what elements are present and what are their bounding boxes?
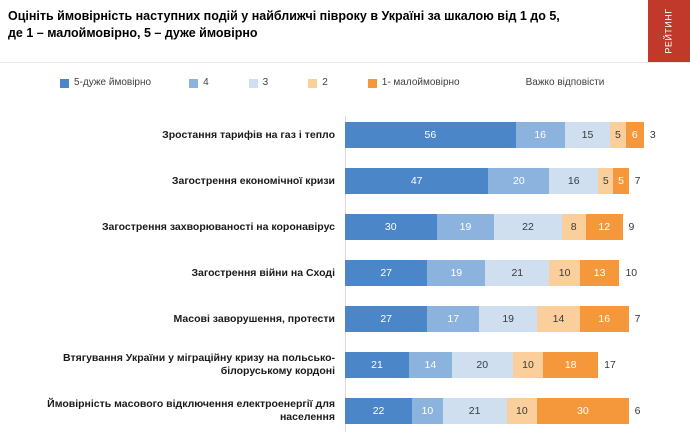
bar-segment[interactable]: 15 <box>565 122 611 148</box>
title-divider <box>0 62 690 63</box>
row-label <box>0 267 345 280</box>
bar-segment[interactable]: 19 <box>427 260 485 286</box>
bar-segment[interactable]: 22 <box>345 398 412 424</box>
bar-tail-value: 9 <box>628 221 635 233</box>
legend-swatch-icon <box>368 79 377 88</box>
row-label-line: Ймовірність масового відключення електроенергії для <box>47 398 335 410</box>
bar-segment[interactable]: 47 <box>345 168 488 194</box>
stacked-bar[interactable] <box>345 306 629 332</box>
chart-row <box>0 296 690 342</box>
legend-label: 1- малоймовірно <box>381 77 460 88</box>
legend-item[interactable] <box>249 78 269 88</box>
legend-item[interactable] <box>308 78 328 88</box>
legend-item[interactable] <box>512 78 605 88</box>
legend-item[interactable] <box>368 78 460 88</box>
bar-tail-value: 3 <box>649 129 656 141</box>
row-label-line: Загострення війни на Сході <box>191 266 335 279</box>
row-label <box>0 175 345 188</box>
page-title-line-1: Оцініть ймовірність наступних подій у найближчі півроку в Україні за шкалою від 1 до 5, <box>8 9 560 23</box>
chart-area <box>0 112 690 437</box>
row-label <box>0 398 345 424</box>
bar-segment[interactable]: 8 <box>562 214 586 240</box>
bar-segment[interactable]: 10 <box>513 352 544 378</box>
bar-tail-value: 17 <box>604 359 616 371</box>
bar-segment[interactable]: 21 <box>345 352 409 378</box>
stacked-bar[interactable] <box>345 398 629 424</box>
chart-row <box>0 204 690 250</box>
row-label <box>0 313 345 326</box>
bar-segment[interactable]: 21 <box>443 398 507 424</box>
bar-segment[interactable]: 22 <box>494 214 561 240</box>
bar-segment[interactable]: 16 <box>549 168 598 194</box>
legend-label: 3 <box>262 77 269 88</box>
bar-segment[interactable]: 6 <box>626 122 644 148</box>
chart-row <box>0 388 690 434</box>
row-label-line: Втягування України у міграційну кризу на польсько- <box>63 352 335 364</box>
legend-item[interactable] <box>60 78 151 88</box>
stacked-bar[interactable] <box>345 122 644 148</box>
bar-segment[interactable]: 18 <box>543 352 598 378</box>
row-label <box>0 221 345 234</box>
bar-segment[interactable]: 17 <box>427 306 479 332</box>
page-title <box>8 8 608 42</box>
bar-segment[interactable]: 16 <box>516 122 565 148</box>
row-label-line: Масові заворушення, протести <box>173 312 335 325</box>
brand-label: РЕЙТИНГ <box>664 8 675 54</box>
row-label <box>0 352 345 378</box>
bar-segment[interactable]: 27 <box>345 306 427 332</box>
bar-segment[interactable]: 14 <box>537 306 580 332</box>
bar-segment[interactable]: 10 <box>507 398 538 424</box>
bar-tail-value: 10 <box>625 267 638 279</box>
bar-segment[interactable]: 14 <box>409 352 452 378</box>
brand-badge <box>648 0 690 62</box>
bar-segment[interactable]: 19 <box>479 306 537 332</box>
legend-swatch-icon <box>60 79 69 88</box>
bar-tail-value: 7 <box>634 175 641 187</box>
row-label-line: білоруському кордоні <box>220 365 335 377</box>
bar-segment[interactable]: 12 <box>586 214 623 240</box>
bar-segment[interactable]: 21 <box>485 260 549 286</box>
chart-legend <box>60 78 660 88</box>
stacked-bar[interactable] <box>345 260 619 286</box>
legend-swatch-icon <box>512 79 521 88</box>
stacked-bar[interactable] <box>345 168 629 194</box>
bar-segment[interactable]: 30 <box>537 398 629 424</box>
legend-swatch-icon <box>249 79 258 88</box>
bar-segment[interactable]: 10 <box>412 398 443 424</box>
bar-segment[interactable]: 30 <box>345 214 437 240</box>
bar-tail-value: 6 <box>634 405 641 417</box>
row-label-line: Загострення економічної кризи <box>171 174 335 187</box>
row-label <box>0 129 345 142</box>
legend-label: Важко відповісти <box>525 77 605 88</box>
bar-segment[interactable]: 5 <box>598 168 613 194</box>
chart-row <box>0 112 690 158</box>
legend-swatch-icon <box>308 79 317 88</box>
bar-segment[interactable]: 27 <box>345 260 427 286</box>
chart-rows <box>0 112 690 434</box>
row-label-line: населення <box>279 411 335 423</box>
bar-segment[interactable]: 5 <box>610 122 625 148</box>
bar-segment[interactable]: 10 <box>549 260 580 286</box>
bar-segment[interactable]: 20 <box>488 168 549 194</box>
stacked-bar[interactable] <box>345 352 598 378</box>
legend-label: 4 <box>203 77 209 88</box>
legend-item[interactable] <box>189 78 209 88</box>
chart-row <box>0 158 690 204</box>
page-title-line-2: де 1 – малоймовірно, 5 – дуже ймовірно <box>8 26 258 40</box>
legend-swatch-icon <box>189 79 198 88</box>
row-label-line: Зростання тарифів на газ і тепло <box>162 128 335 141</box>
row-label-line: Загострення захворюваності на коронавірус <box>101 220 335 233</box>
bar-segment[interactable]: 5 <box>613 168 628 194</box>
legend-label: 5-дуже ймовірно <box>74 77 152 88</box>
bar-segment[interactable]: 20 <box>452 352 513 378</box>
stacked-bar[interactable] <box>345 214 623 240</box>
chart-row <box>0 250 690 296</box>
chart-row <box>0 342 690 388</box>
bar-segment[interactable]: 13 <box>580 260 620 286</box>
bar-segment[interactable]: 56 <box>345 122 516 148</box>
legend-label: 2 <box>322 77 328 88</box>
bar-segment[interactable]: 19 <box>437 214 495 240</box>
bar-tail-value: 7 <box>634 313 641 325</box>
bar-segment[interactable]: 16 <box>580 306 629 332</box>
